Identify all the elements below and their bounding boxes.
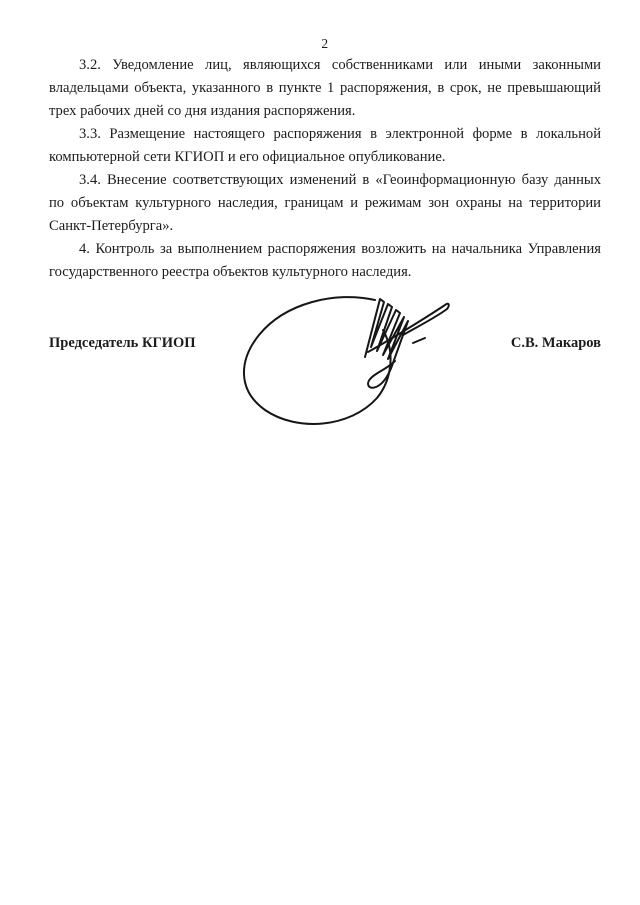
paragraph-3-4: 3.4. Внесение соответствующих изменений в «Геоинформационную базу данных по объектам культурного наследия, границам и режимам зон охраны на территории Санкт-Петербурга». (49, 172, 601, 234)
page-number: 2 (321, 36, 329, 51)
paragraph-3-2: 3.2. Уведомление лиц, являющихся собственниками или иными законными владельцами объекта, указанного в пункте 1 распоряжения, в срок, не превышающий трех рабочих дней со дня издания распоряжения. (49, 57, 601, 119)
paragraph-3-3: 3.3. Размещение настоящего распоряжения в электронной форме в локальной компьютерной сети КГИОП и его официальное опубликование. (49, 126, 601, 165)
signature-handwritten-icon (235, 295, 455, 430)
signer-title: Председатель КГИОП (49, 335, 196, 351)
signer-name: С.В. Макаров (510, 335, 601, 351)
paragraph-4: 4. Контроль за выполнением распоряжения возложить на начальника Управления государственного реестра объектов культурного наследия. (49, 241, 601, 280)
document-body (49, 54, 601, 284)
